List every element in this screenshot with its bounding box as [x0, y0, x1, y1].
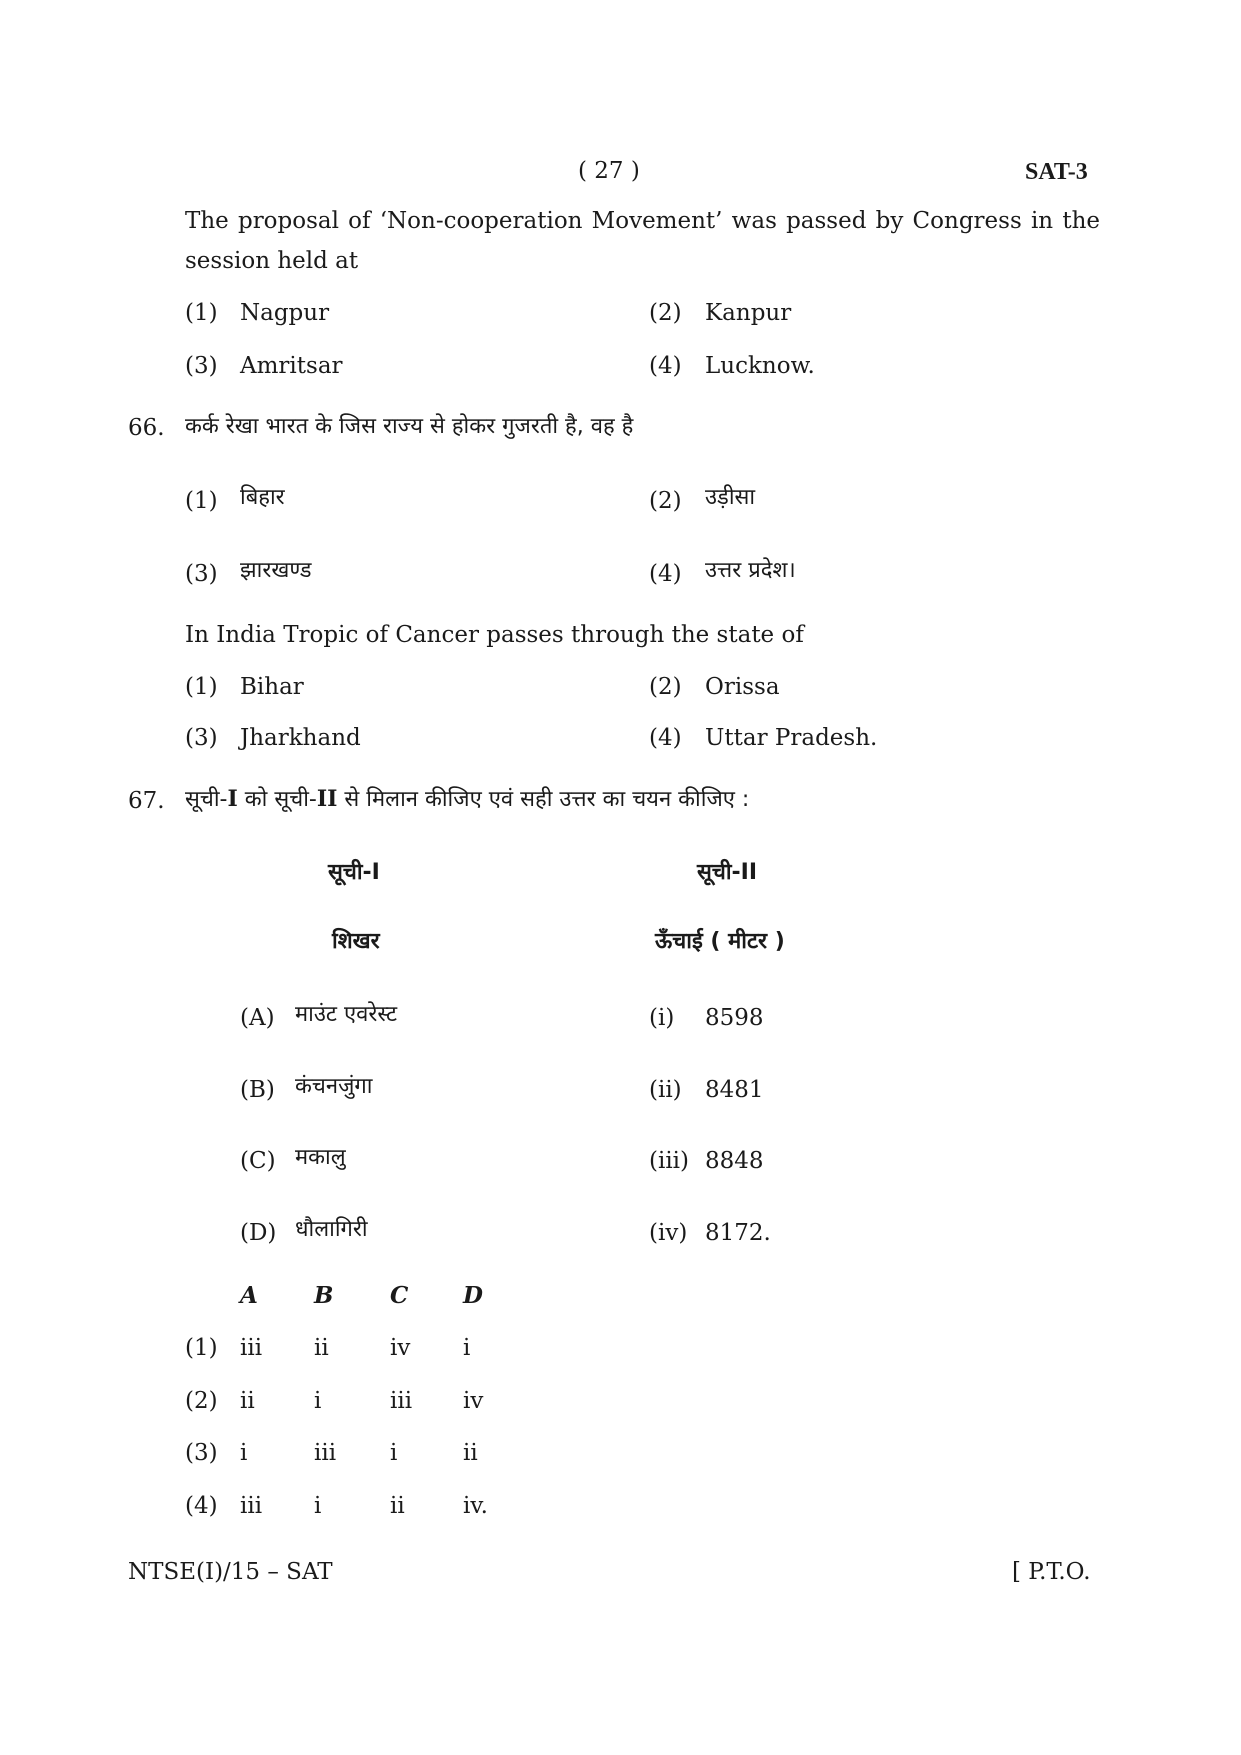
answer-option-num: (2): [185, 1388, 218, 1414]
q66-en-option-num: (3): [185, 725, 218, 751]
answer-cell: iii: [390, 1388, 413, 1414]
answer-cell: iv: [463, 1388, 484, 1414]
list1-key: (A): [240, 1005, 275, 1031]
answer-option-num: (1): [185, 1335, 218, 1361]
q67-question-bold: I: [227, 786, 238, 812]
list2-item: 8481: [705, 1077, 764, 1103]
q66-en-option-num: (2): [649, 674, 682, 700]
answer-cell: iii: [314, 1440, 337, 1466]
q67-question-bold: II: [316, 786, 338, 812]
list1-item: मकालु: [295, 1145, 346, 1170]
q66-en-option-text: Uttar Pradesh.: [705, 725, 878, 751]
list1-item: धौलागिरी: [295, 1217, 368, 1242]
answer-cell: iii: [240, 1335, 263, 1361]
q66-en-question: In India Tropic of Cancer passes through the state of: [185, 622, 804, 648]
list2-item: 8848: [705, 1148, 764, 1174]
list2-key: (iii): [649, 1148, 690, 1174]
q65-option-text: Lucknow.: [705, 353, 815, 379]
answer-header: A: [240, 1282, 258, 1309]
list1-item: माउंट एवरेस्ट: [295, 1002, 398, 1027]
q66-number: 66.: [128, 415, 165, 441]
q67-number: 67.: [128, 788, 165, 814]
q65-option-text: Kanpur: [705, 300, 792, 326]
answer-cell: iv.: [463, 1493, 488, 1519]
q66-hi-option-num: (2): [649, 488, 682, 514]
q65-option-text: Amritsar: [240, 353, 343, 379]
q65-en-line1: The proposal of ‘Non-cooperation Movement’ was passed by Congress in the: [185, 208, 1100, 234]
paper-code: SAT-3: [1025, 159, 1088, 185]
list1-key: (D): [240, 1220, 277, 1246]
page-number: ( 27 ): [578, 158, 640, 184]
answer-cell: iv: [390, 1335, 411, 1361]
q67-question-part: से मिलान कीजिए एवं सही उत्तर का चयन कीजिए :: [337, 787, 750, 812]
q67-question-part: को सूची-: [237, 787, 317, 812]
q66-hi-option-text: उड़ीसा: [705, 485, 756, 510]
q65-option-num: (1): [185, 300, 218, 326]
answer-cell: ii: [390, 1493, 405, 1519]
q66-hi-option-text: बिहार: [240, 485, 285, 510]
q65-option-num: (4): [649, 353, 682, 379]
list2-key: (i): [649, 1005, 675, 1031]
list1-key: (B): [240, 1077, 275, 1103]
q66-hi-question: कर्क रेखा भारत के जिस राज्य से होकर गुजरती है, वह है: [185, 414, 634, 439]
list2-subtitle: ऊँचाई ( मीटर ): [655, 929, 785, 954]
q65-option-num: (2): [649, 300, 682, 326]
q66-en-option-text: Orissa: [705, 674, 780, 700]
answer-cell: ii: [314, 1335, 329, 1361]
list2-key: (ii): [649, 1077, 682, 1103]
q66-en-option-text: Jharkhand: [240, 725, 361, 751]
footer-pto: [ P.T.O.: [1012, 1559, 1091, 1585]
q66-en-option-text: Bihar: [240, 674, 304, 700]
q66-hi-option-text: उत्तर प्रदेश।: [705, 558, 796, 583]
answer-cell: iii: [240, 1493, 263, 1519]
list2-item: 8172.: [705, 1220, 771, 1246]
list1-title: सूची-I: [328, 860, 380, 885]
answer-cell: i: [314, 1388, 322, 1414]
answer-cell: i: [463, 1335, 471, 1361]
answer-cell: i: [240, 1440, 248, 1466]
q67-question-part: सूची-: [185, 787, 228, 812]
list1-key: (C): [240, 1148, 276, 1174]
list2-item: 8598: [705, 1005, 764, 1031]
q66-hi-option-num: (4): [649, 561, 682, 587]
answer-option-num: (4): [185, 1493, 218, 1519]
q66-en-option-num: (4): [649, 725, 682, 751]
answer-header: C: [390, 1282, 409, 1309]
list1-subtitle: शिखर: [332, 929, 380, 954]
list2-title: सूची-II: [697, 860, 758, 885]
q66-hi-option-text: झारखण्ड: [240, 558, 312, 583]
q66-hi-option-num: (1): [185, 488, 218, 514]
answer-cell: ii: [240, 1388, 255, 1414]
footer-code: NTSE(I)/15 – SAT: [128, 1559, 333, 1585]
answer-option-num: (3): [185, 1440, 218, 1466]
answer-cell: i: [314, 1493, 322, 1519]
q65-option-text: Nagpur: [240, 300, 330, 326]
q66-hi-option-num: (3): [185, 561, 218, 587]
q66-en-option-num: (1): [185, 674, 218, 700]
q67-question: [185, 786, 749, 813]
answer-cell: i: [390, 1440, 398, 1466]
answer-header: B: [314, 1282, 334, 1309]
list2-key: (iv): [649, 1220, 688, 1246]
q65-en-line2: session held at: [185, 248, 359, 274]
q65-option-num: (3): [185, 353, 218, 379]
list1-item: कंचनजुंगा: [295, 1074, 373, 1099]
answer-header: D: [463, 1282, 483, 1309]
answer-cell: ii: [463, 1440, 478, 1466]
